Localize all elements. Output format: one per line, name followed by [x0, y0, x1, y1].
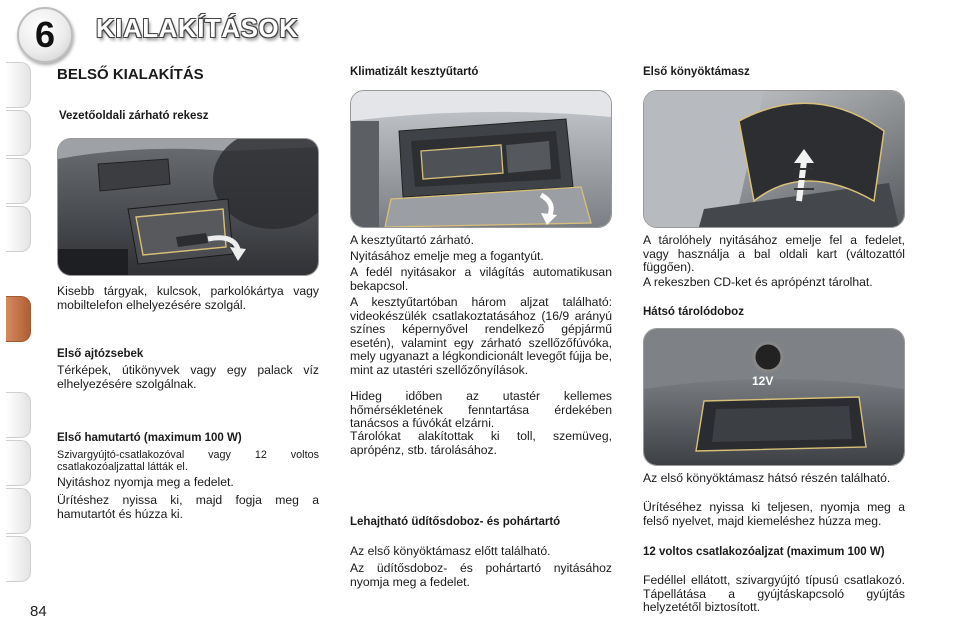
chapter-tab[interactable] [6, 440, 31, 486]
chapter-tab[interactable] [6, 206, 31, 252]
glovebox-p6: Tárolókat alakítottak ki toll, szemüveg, aprópénz, stb. tárolásához. [350, 429, 612, 457]
ashtray-text-1: Nyitáshoz nyomja meg a fedelet. [57, 475, 234, 489]
ashtray-title: Első hamutartó (maximum 100 W) [57, 432, 242, 444]
cupholder-p1: Az első könyöktámasz előtt található. [350, 544, 551, 558]
glovebox-p5: Hideg időben az utastér kellemes hőmérsékletének fenntartása érdekében tanácsos a fúvókát elzárni. [350, 389, 612, 431]
chapter-tab-active[interactable] [6, 296, 31, 342]
chapter-tab[interactable] [6, 158, 31, 204]
rear-box-title: Hátsó tárolódoboz [643, 306, 744, 318]
glovebox-p2: Nyitásához emelje meg a fogantyút. [350, 249, 544, 263]
driver-glovebox-title: Vezetőoldali zárható rekesz [59, 110, 209, 122]
rear-box-p2: Ürítéséhez nyissa ki teljesen, nyomja meg a felső nyelvet, majd kiemeléshez húzza meg. [643, 500, 905, 528]
glovebox-p1: A kesztyűtartó zárható. [350, 233, 474, 247]
glovebox-p3: A fedél nyitásakor a világítás automatikusan bekapcsol. [350, 265, 612, 293]
chapter-number-badge [17, 7, 73, 63]
chapter-tab[interactable] [6, 392, 31, 438]
cupholder-p2: Az üdítősdoboz- és pohártartó nyitásához nyomja meg a fedelet. [350, 561, 612, 589]
socket-p1: Fedéllel ellátott, szivargyújtó típusú csatlakozó. Tápellátása a gyújtáskapcsoló gyújtás helyzetétől biztosított. [643, 573, 905, 615]
socket-title: 12 voltos csatlakozóaljzat (maximum 100 W) [643, 546, 885, 558]
chapter-tab[interactable] [6, 110, 31, 156]
chapter-tab[interactable] [6, 62, 31, 108]
armrest-title: Első könyöktámasz [643, 66, 750, 78]
chapter-tab-strip [0, 62, 36, 582]
cupholder-title: Lehajtható üdítősdoboz- és pohártartó [350, 516, 561, 528]
section-title: BELSŐ KIALAKÍTÁS [57, 66, 204, 83]
ashtray-note: Szivargyújtó-csatlakozóval vagy 12 voltos csatlakozóaljzattal látták el. [57, 449, 319, 473]
armrest-p2: A rekeszben CD-ket és aprópénzt tárolhat. [643, 275, 873, 289]
glovebox-title: Klimatizált kesztyűtartó [350, 66, 479, 78]
rear-box-p1: Az első könyöktámasz hátsó részén található. [643, 471, 891, 485]
page-number: 84 [30, 603, 47, 620]
chapter-title: KIALAKÍTÁSOK [96, 13, 299, 43]
glovebox-photo [350, 90, 612, 228]
rear-box-photo [643, 328, 905, 466]
armrest-photo [643, 90, 905, 228]
socket-label: 12V [752, 374, 774, 388]
ashtray-text-2: Ürítéshez nyissa ki, majd fogja meg a hamutartót és húzza ki. [57, 493, 319, 521]
driver-glovebox-photo [57, 138, 319, 276]
chapter-tab[interactable] [6, 488, 31, 534]
chapter-tab[interactable] [6, 536, 31, 582]
armrest-p1: A tárolóhely nyitásához emelje fel a fedelet, vagy használja a bal oldali kart (változattól függően). [643, 233, 905, 275]
door-pockets-text: Térképek, útikönyvek vagy egy palack víz elhelyezésére szolgálnak. [57, 363, 319, 391]
driver-glovebox-text: Kisebb tárgyak, kulcsok, parkolókártya vagy mobiltelefon elhelyezésére szolgál. [57, 284, 319, 312]
door-pockets-title: Első ajtózsebek [57, 348, 144, 360]
chapter-number: 6 [34, 14, 56, 55]
glovebox-p4: A kesztyűtartóban három aljzat található: videokészülék csatlakoztatásához (16/9 arányú színes képernyővel rendelkező gépjármű esetén), valamint egy zárható szellőzőfúvóka, mely ugyanazt a légkondicionált levegőt fújja be, mint az utastéri szellőzőnyílások. [350, 295, 612, 377]
